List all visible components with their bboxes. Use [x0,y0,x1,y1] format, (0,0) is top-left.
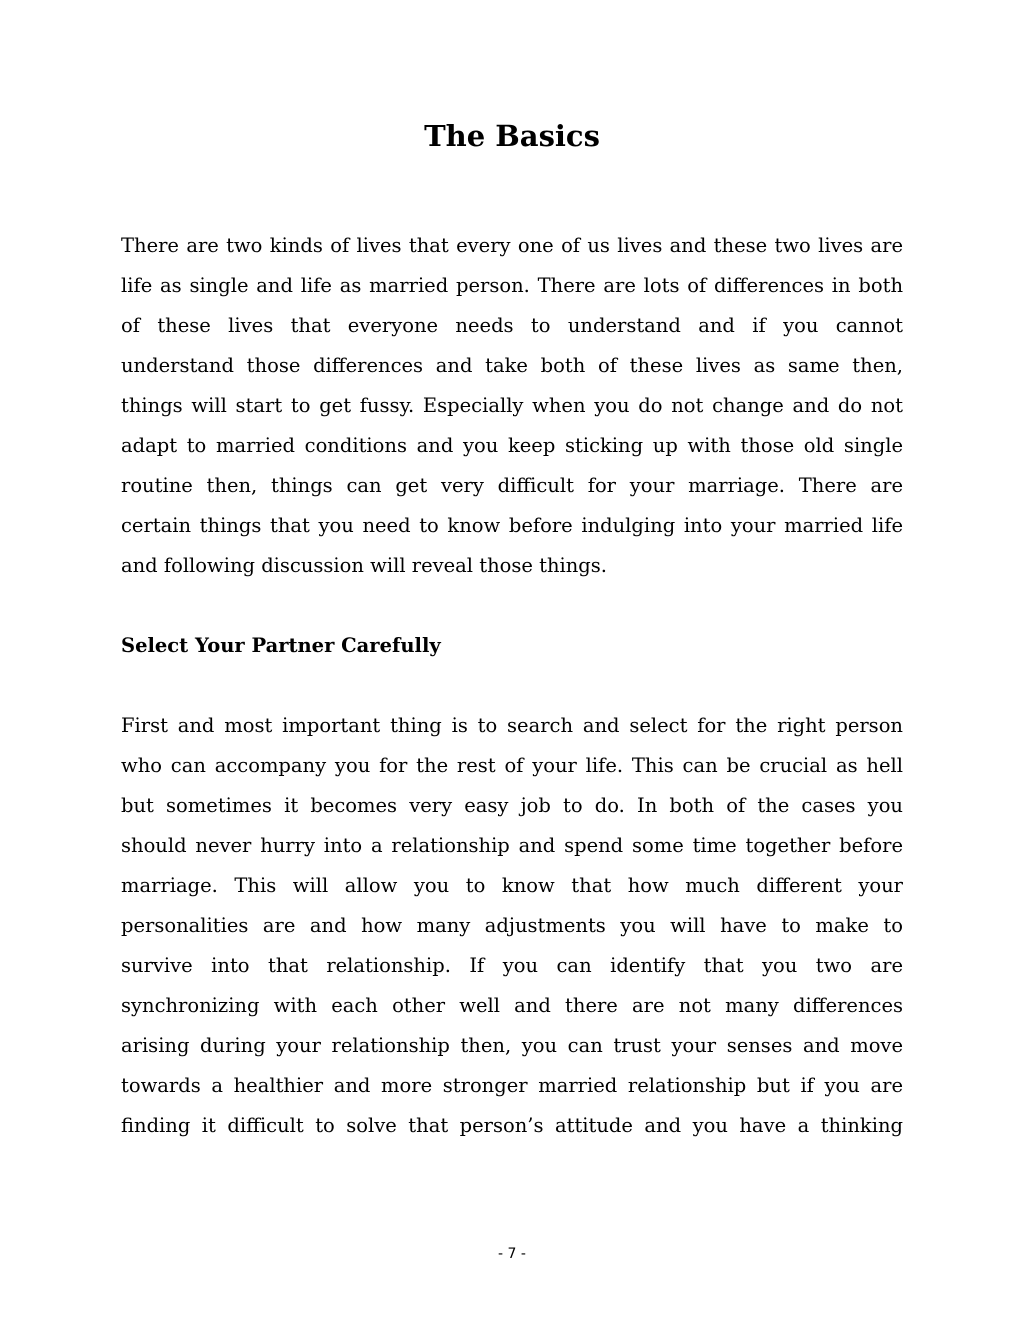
paragraph-line: towards a healthier and more stronger married relationship but if you are [121,1074,903,1097]
paragraph-line: should never hurry into a relationship and spend some time together before [121,834,903,857]
paragraph-line: things will start to get fussy. Especially when you do not change and do not [121,394,903,417]
paragraph-line: understand those differences and take both of these lives as same then, [121,354,903,377]
intro-paragraph [121,226,903,586]
page-title: The Basics [424,119,600,153]
paragraph-line: There are two kinds of lives that every one of us lives and these two lives are [121,234,903,257]
paragraph-line: life as single and life as married person. There are lots of differences in both [121,274,903,297]
paragraph-line: routine then, things can get very difficult for your marriage. There are [121,474,903,497]
paragraph-line: who can accompany you for the rest of your life. This can be crucial as hell [121,754,903,777]
paragraph-line: personalities are and how many adjustments you will have to make to [121,914,903,937]
paragraph-line: and following discussion will reveal those things. [121,554,607,577]
paragraph-line: certain things that you need to know before indulging into your married life [121,514,903,537]
paragraph-line: arising during your relationship then, you can trust your senses and move [121,1034,903,1057]
section-heading: Select Your Partner Carefully [121,634,441,657]
partner-paragraph [121,706,903,1146]
paragraph-line: survive into that relationship. If you can identify that you two are [121,954,903,977]
paragraph-line: marriage. This will allow you to know that how much different your [121,874,903,897]
paragraph-line: First and most important thing is to search and select for the right person [121,714,903,737]
paragraph-line: finding it difficult to solve that person’s attitude and you have a thinking [121,1114,903,1137]
paragraph-line: adapt to married conditions and you keep sticking up with those old single [121,434,903,457]
paragraph-line: of these lives that everyone needs to understand and if you cannot [121,314,903,337]
paragraph-line: synchronizing with each other well and there are not many differences [121,994,903,1017]
paragraph-line: but sometimes it becomes very easy job to do. In both of the cases you [121,794,903,817]
page-number: - 7 - [498,1246,526,1262]
